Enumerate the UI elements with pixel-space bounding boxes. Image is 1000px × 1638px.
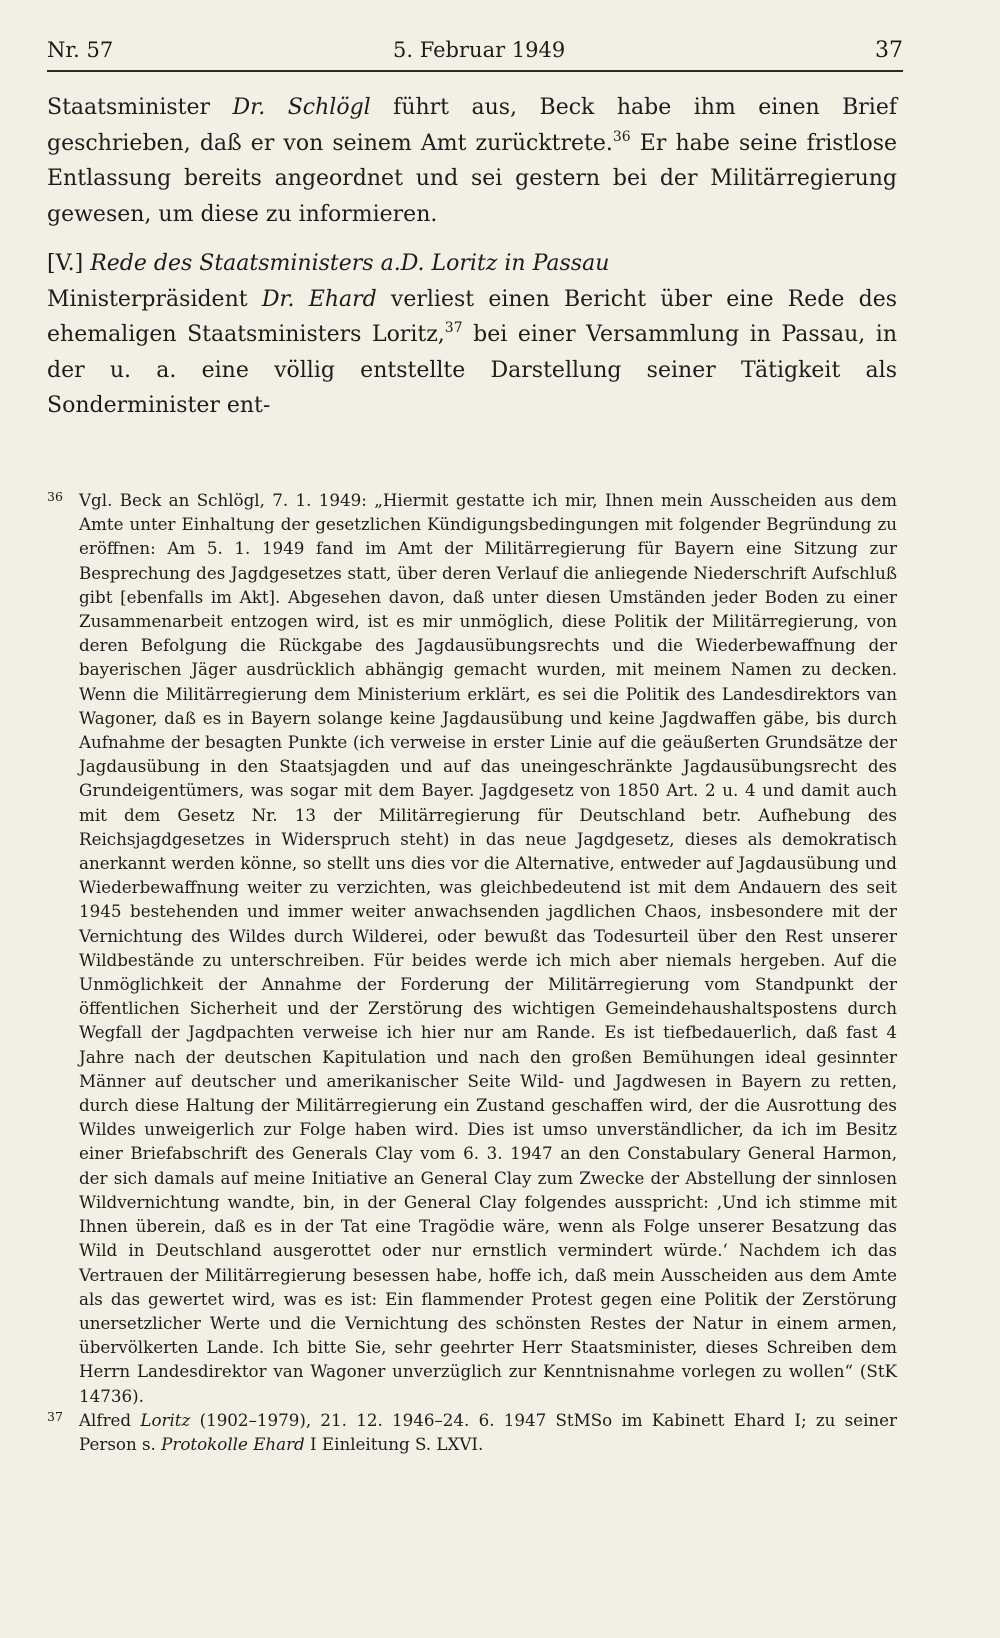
paragraph-text: verliest einen Bericht über eine Rede des ehemaligen Staatsministers Loritz, [47,286,898,347]
footnotes [47,488,897,1456]
footnote-text: (1902–1979), 21. 12. 1946–24. 6. 1947 StMSo im Kabinett Ehard I; zu seiner Person s. [79,1409,897,1454]
document-number: Nr. 57 [47,38,114,62]
paragraph-text: Er habe seine fristlose Entlassung bereits angeordnet und sei gestern bei der Militärregierung gewesen, um diese zu informieren. [47,130,897,227]
footnote-37 [47,1408,897,1456]
footnote-number: 37 [47,1408,63,1424]
footnote-reference[interactable]: 36 [612,128,631,145]
running-header [47,30,903,72]
footnote-text: Vgl. Beck an Schlögl, 7. 1. 1949: „Hiermit gestatte ich mir, Ihnen mein Ausscheiden aus dem Amte unter Einhaltung der gesetzlichen Kündigungsbedingungen mit folgender Begründung zu eröffnen: Am 5. 1. 1949 fand im Amt der Militärregierung für Bayern eine Sitzung zur Besprechung des Jagdgesetzes statt, über deren Verlauf die anliegende Niederschrift Aufschluß gibt [ebenfalls im Akt]. Abgesehen davon, daß unter diesen Umständen jeder Boden zu einer Zusammenarbeit entzogen wird, ist es mir unmöglich, diese Politik der Militärregierung, von deren Befolgung die Rückgabe des Jagdausübungsrechts und die Wiederbewaffnung der bayerischen Jäger ausdrücklich abhängig gemacht wurden, mit meinem Namen zu decken. Wenn die Militärregierung dem Ministerium erklärt, es sei die Politik des Landesdirektors van Wagoner, daß es in Bayern solange keine Jagdausübung und keine Jagdwaffen gäbe, bis durch Aufnahme der besagten Punkte (ich verweise in erster Linie auf die geäußerten Grundsätze der Jagdausübung in den Staatsjagden und auf das uneingeschränkte Jagdausübungsrecht des Grundeigentümers, was sogar mit dem Bayer. Jagdgesetz von 1850 Art. 2 u. 4 und damit auch mit dem Gesetz Nr. 13 der Militärregierung für Deutschland betr. Aufhebung des Reichsjagdgesetzes in Widerspruch steht) in das neue Jagdgesetz, dieses als demokratisch anerkannt werden könne, so stellt uns dies vor die Alternative, entweder auf Jagdausübung und Wiederbewaffnung weiter zu verzichten, was gleichbedeutend ist mit dem Andauern des seit 1945 bestehenden und immer weiter anwachsenden jagdlichen Chaos, insbesondere mit der Vernichtung des Wildes durch Wilderei, oder bewußt das Todesurteil über den Rest unserer Wildbestände zu unterschreiben. Für beides werde ich mich aber niemals hergeben. Auf die Unmöglichkeit der Annahme der Forderung der Militärregierung vom Standpunkt der öffentlichen Sicherheit und der Zerstörung des wichtigen Gemeindehaushaltspostens durch Wegfall der Jagdpachten verweise ich hier nur am Rande. Es ist tiefbedauerlich, daß fast 4 Jahre nach der deutschen Kapitulation und nach den großen Bemühungen ideal gesinnter Männer auf deutscher und amerikanischer Seite Wild- und Jagdwesen in Bayern zu retten, durch diese Haltung der Militärregierung ein Zustand geschaffen wird, der die Ausrottung des Wildes unweigerlich zur Folge haben wird. Dies ist umso unverständlicher, da ich im Besitz einer Briefabschrift des Generals Clay vom 6. 3. 1947 an den Constabulary General Harmon, der sich damals auf meine Initiative an General Clay zum Zwecke der Abstellung der sinnlosen Wildvernichtung wandte, bin, in der General Clay folgendes ausspricht: ‚Und ich stimme mit Ihnen überein, daß es in der Tat eine Tragödie wäre, wenn als Folge unserer Besatzung das Wild in Deutschland ausgerottet oder nur ernstlich vermindert würde.‘ Nachdem ich das Vertrauen der Militärregierung besessen habe, hoffe ich, daß mein Ausscheiden aus dem Amte als das gewertet wird, was es ist: Ein flammender Protest gegen eine Politik der Zerstörung unersetzlicher Werte und die Vernichtung des schönsten Restes der Natur in einem armen, übervölkerten Lande. Ich bitte Sie, sehr geehrter Herr Staatsminister, dieses Schreiben dem Herrn Landesdirektor van Wagoner unverzüglich zur Kenntnisnahme vorlegen zu wollen“ (StK 14736). [79,490,897,1406]
agenda-heading [47,246,897,282]
speaker-name: Dr. Schlögl [232,95,371,120]
paragraph-text: Ministerpräsident [47,286,262,312]
main-text [47,90,897,424]
footnote-number: 36 [47,489,63,504]
page-number: 37 [875,38,903,63]
paragraph-schloegl [47,90,897,232]
session-date: 5. Februar 1949 [393,38,566,62]
footnote-reference[interactable]: 37 [444,320,463,336]
person-name: Loritz [140,1409,191,1430]
paragraph-text: bei einer Versammlung in Passau, in der u. a. eine völlig entstellte Darstellung seiner Tätigkeit als Sonderminister ent- [47,322,897,418]
agenda-title: Rede des Staatsministers a.D. Loritz in Passau [83,251,610,276]
paragraph-text: führt aus, Beck habe ihm einen Brief geschrieben, daß er von seinem Amt zurücktrete. [47,95,898,156]
footnote-text: I Einleitung S. LXVI. [304,1433,484,1454]
paragraph-text: Staatsminister [47,95,233,120]
agenda-number: [V.] [47,251,84,276]
footnote-36 [47,488,897,1408]
cited-work: Protokolle Ehard [161,1433,305,1454]
speaker-name: Dr. Ehard [261,286,377,312]
paragraph-ehard [47,282,897,424]
footnote-text: Alfred [79,1409,141,1430]
